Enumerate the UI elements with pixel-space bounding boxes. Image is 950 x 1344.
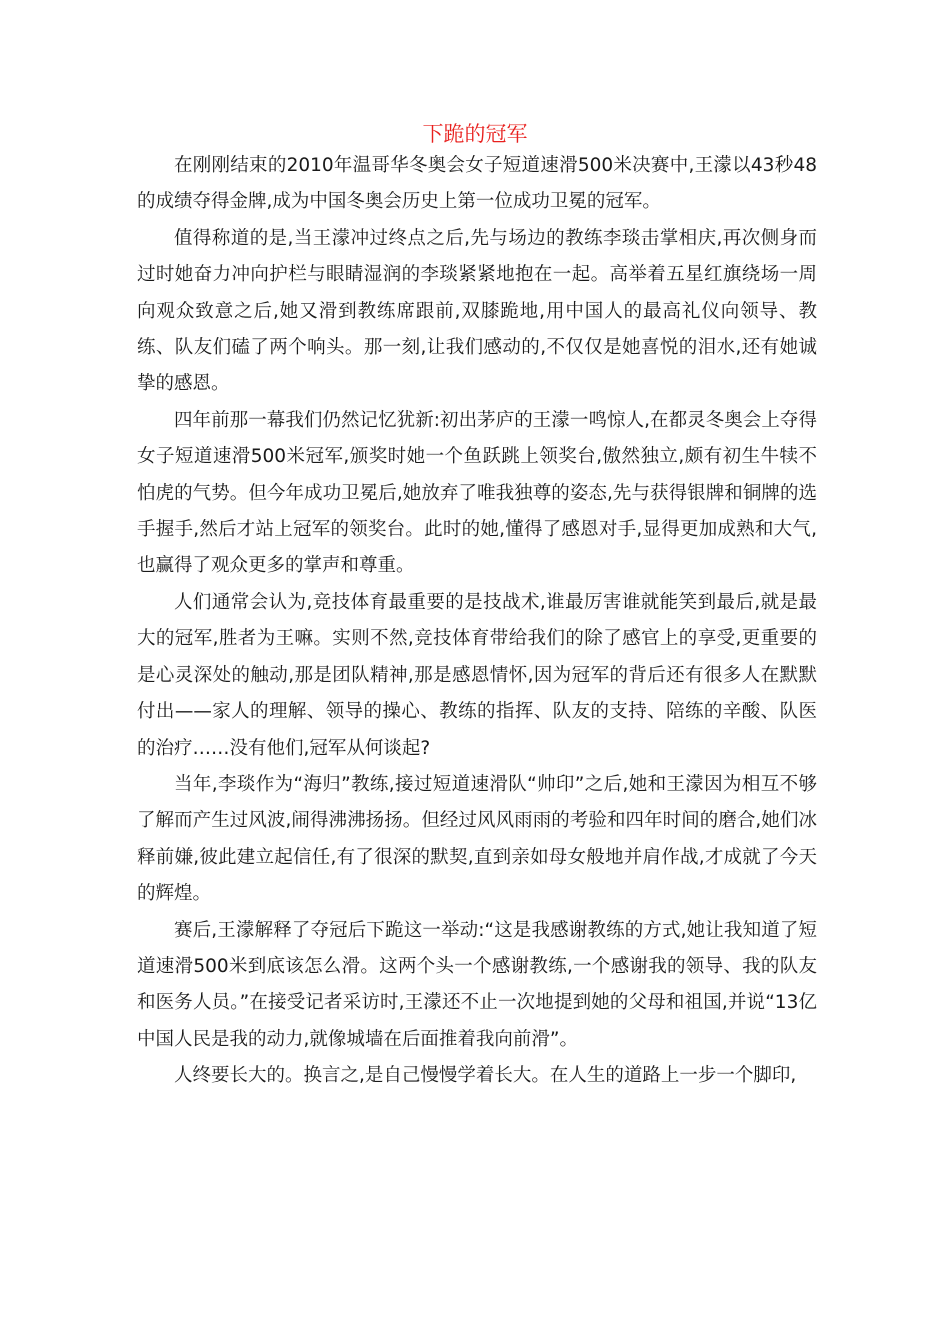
paragraph: 值得称道的是,当王濛冲过终点之后,先与场边的教练李琰击掌相庆,再次侧身而过时她奋力冲向护栏与眼睛湿润的李琰紧紧地抱在一起。高举着五星红旗绕场一周向观众致意之后,她又滑到教练席跟前,双膝跪地,用中国人的最高礼仪向领导、教练、队友们磕了两个响头。那一刻,让我们感动的,不仅仅是她喜悦的泪水,还有她诚挚的感恩。 xyxy=(137,227,817,395)
paragraph: 四年前那一幕我们仍然记忆犹新:初出茅庐的王濛一鸣惊人,在都灵冬奥会上夺得女子短道速滑500米冠军,颁奖时她一个鱼跃跳上领奖台,傲然独立,颇有初生牛犊不怕虎的气势。但今年成功卫冕后,她放弃了唯我独尊的姿态,先与获得银牌和铜牌的选手握手,然后才站上冠军的领奖台。此时的她,懂得了感恩对手,显得更加成熟和大气,也赢得了观众更多的掌声和尊重。 xyxy=(137,409,817,577)
paragraph: 人们通常会认为,竞技体育最重要的是技战术,谁最厉害谁就能笑到最后,就是最大的冠军,胜者为王嘛。实则不然,竞技体育带给我们的除了感官上的享受,更重要的是心灵深处的触动,那是团队精神,那是感恩情怀,因为冠军的背后还有很多人在默默付出——家人的理解、领导的操心、教练的指挥、队友的支持、陪练的辛酸、队医的治疗……没有他们,冠军从何谈起? xyxy=(137,591,817,759)
paragraph: 人终要长大的。换言之,是自己慢慢学着长大。在人生的道路上一步一个脚印, xyxy=(174,1065,797,1087)
paragraph: 当年,李琰作为“海归”教练,接过短道速滑队“帅印”之后,她和王濛因为相互不够了解而产生过风波,闹得沸沸扬扬。但经过风风雨雨的考验和四年时间的磨合,她们冰释前嫌,彼此建立起信任,有了很深的默契,直到亲如母女般地并肩作战,才成就了今天的辉煌。 xyxy=(137,773,817,905)
document-title: 下跪的冠军 xyxy=(422,122,528,146)
paragraph: 在刚刚结束的2010年温哥华冬奥会女子短道速滑500米决赛中,王濛以43秒48的成绩夺得金牌,成为中国冬奥会历史上第一位成功卫冕的冠军。 xyxy=(137,155,817,213)
document-body xyxy=(137,148,817,1095)
paragraph: 赛后,王濛解释了夺冠后下跪这一举动:“这是我感谢教练的方式,她让我知道了短道速滑500米到底该怎么滑。这两个头一个感谢教练,一个感谢我的领导、我的队友和医务人员。”在接受记者采访时,王濛还不止一次地提到她的父母和祖国,并说“13亿中国人民是我的动力,就像城墙在后面推着我向前滑”。 xyxy=(137,919,817,1050)
